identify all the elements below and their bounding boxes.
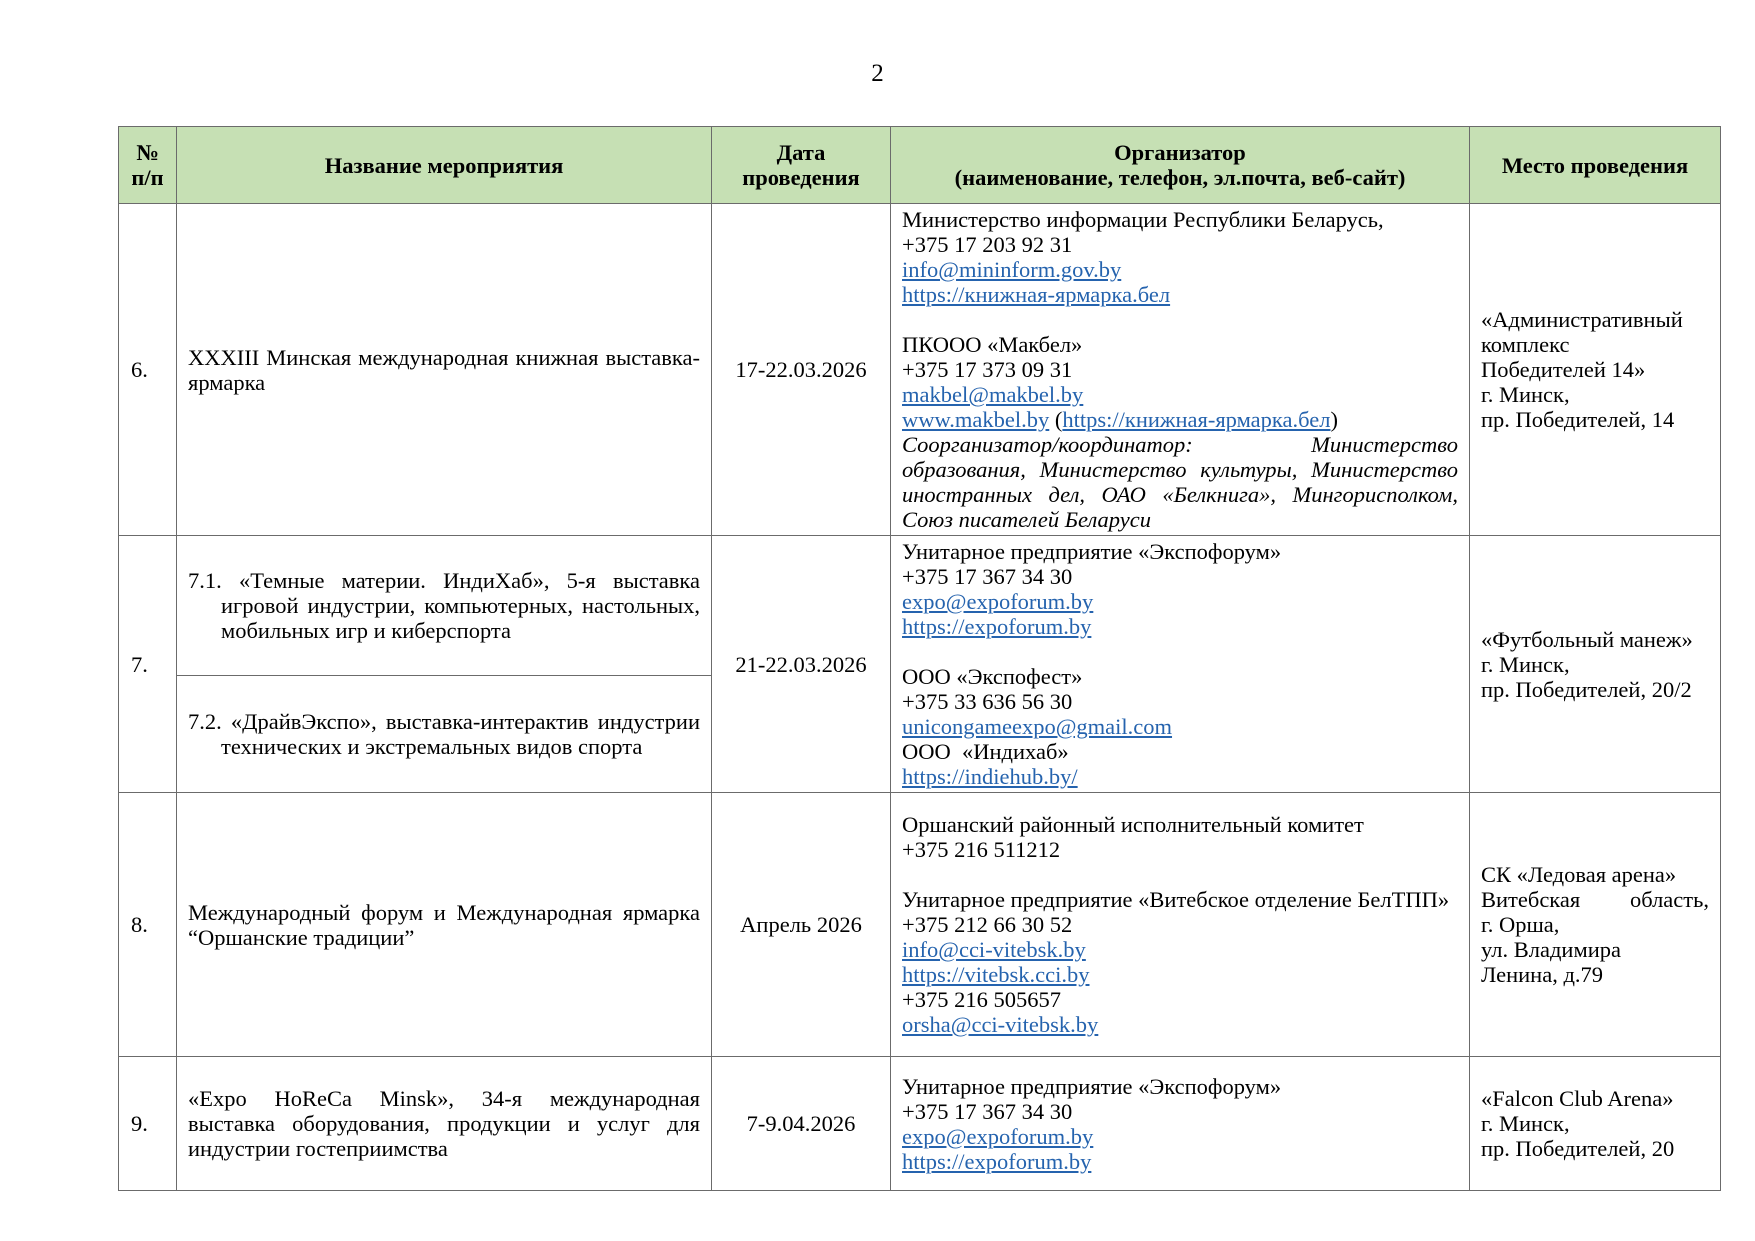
venue-cell: СК «Ледовая арена» Витебская область, г. Орша, ул. Владимира Ленина, д.79 <box>1470 793 1721 1057</box>
header-num: № п/п <box>119 127 177 204</box>
table-row <box>119 204 1721 536</box>
row-number: 8. <box>119 793 177 1057</box>
organizer-website-link[interactable]: https://indiehub.by/ <box>902 764 1078 789</box>
event-date: 7-9.04.2026 <box>712 1057 891 1191</box>
organizer-phone: +375 212 66 30 52 <box>902 912 1073 937</box>
sub-event-name: 7.1. «Темные материи. ИндиХаб», 5-я выставка игровой индустрии, компьютерных, настольных, мобильных игр и киберспорта <box>177 536 712 676</box>
organizer-cell <box>891 1057 1470 1191</box>
organizer-name: ПКООО «Макбел» <box>902 332 1083 357</box>
organizer-email-link[interactable]: expo@expoforum.by <box>902 589 1094 614</box>
organizer-email-link[interactable]: info@cci-vitebsk.by <box>902 937 1086 962</box>
organizer-name: ООО «Индихаб» <box>902 739 1069 764</box>
organizer-cell <box>891 793 1470 1057</box>
organizer-website-link[interactable]: https://expoforum.by <box>902 1148 1092 1174</box>
organizer-name: Министерство информации Республики Беларусь, <box>902 207 1384 232</box>
organizer-email-link[interactable]: expo@expoforum.by <box>902 1123 1094 1149</box>
row-number: 7. <box>119 536 177 793</box>
organizer-email-link[interactable]: orsha@cci-vitebsk.by <box>902 1012 1099 1037</box>
row-number: 6. <box>119 204 177 536</box>
row-number: 9. <box>119 1057 177 1191</box>
organizer-phone: +375 33 636 56 30 <box>902 689 1073 714</box>
organizer-website-link[interactable]: www.makbel.by <box>902 407 1050 432</box>
events-table <box>118 126 1721 1191</box>
header-name: Название мероприятия <box>177 127 712 204</box>
event-date: 21-22.03.2026 <box>712 536 891 793</box>
header-organizer: Организатор (наименование, телефон, эл.почта, веб-сайт) <box>891 127 1470 204</box>
page-number: 2 <box>871 60 884 87</box>
venue-cell: «Административный комплекс Победителей 14» г. Минск, пр. Победителей, 14 <box>1470 204 1721 536</box>
organizer-phone: +375 17 373 09 31 <box>902 357 1073 382</box>
table-header-row <box>119 127 1721 204</box>
organizer-email-link[interactable]: makbel@makbel.by <box>902 382 1084 407</box>
organizer-cell: Министерство информации Республики Беларусь, +375 17 203 92 31 info@mininform.gov.by https://книжная-ярмарка.бел ПКООО «Макбел» +375 17 373 09 31 makbel@makbel.by www.makbel.by (https://книжная-ярмарка.бел) Соорганизатор/координатор: Министерство образования, Министерство культуры, Министерство иностранных дел, ОАО «Белкнига», Мингорисполком, Союз писателей Беларуси <box>891 204 1470 536</box>
organizer-phone: +375 216 505657 <box>902 987 1061 1012</box>
table-row <box>119 1057 1721 1191</box>
organizer-website-link[interactable]: https://книжная-ярмарка.бел <box>902 282 1171 307</box>
table-row <box>119 536 1721 676</box>
event-name: «Expo HoReCa Minsk», 34-я международная выставка оборудования, продукции и услуг для индустрии гостеприимства <box>177 1057 712 1191</box>
event-date: 17-22.03.2026 <box>712 204 891 536</box>
header-place: Место проведения <box>1470 127 1721 204</box>
venue-cell: «Футбольный манеж» г. Минск, пр. Победителей, 20/2 <box>1470 536 1721 793</box>
organizer-email-link[interactable]: info@mininform.gov.by <box>902 257 1122 282</box>
venue-region: Витебская область, <box>1481 887 1709 912</box>
organizer-email-link[interactable]: unicongameexpo@gmail.com <box>902 714 1173 739</box>
header-date: Дата проведения <box>712 127 891 204</box>
table-row <box>119 793 1721 1057</box>
organizer-name: Унитарное предприятие «Витебское отделение БелТПП» <box>902 887 1450 912</box>
organizer-name: Унитарное предприятие «Экспофорум» <box>902 539 1282 564</box>
organizer-name: Унитарное предприятие «Экспофорум» <box>902 1073 1282 1099</box>
event-name: XXXIII Минская международная книжная выставка-ярмарка <box>177 204 712 536</box>
organizer-name: Оршанский районный исполнительный комитет <box>902 812 1364 837</box>
organizer-website-link[interactable]: https://expoforum.by <box>902 614 1092 639</box>
sub-event-name: 7.2. «ДрайвЭкспо», выставка-интерактив индустрии технических и экстремальных видов спорта <box>177 676 712 793</box>
organizer-phone: +375 17 367 34 30 <box>902 1098 1073 1124</box>
organizer-name: ООО «Экспофест» <box>902 664 1083 689</box>
organizer-phone: +375 216 511212 <box>902 837 1061 862</box>
organizer-phone: +375 17 203 92 31 <box>902 232 1073 257</box>
co-organizers: Соорганизатор/координатор: Министерство образования, Министерство культуры, Министерство иностранных дел, ОАО «Белкнига», Мингорисполком, Союз писателей Беларуси <box>902 432 1458 532</box>
venue-cell: «Falcon Club Arena» г. Минск, пр. Победителей, 20 <box>1470 1057 1721 1191</box>
event-name: Международный форум и Международная ярмарка “Оршанские традиции” <box>177 793 712 1057</box>
organizer-website-link[interactable]: https://книжная-ярмарка.бел <box>1062 407 1331 432</box>
event-date: Апрель 2026 <box>712 793 891 1057</box>
organizer-website-link[interactable]: https://vitebsk.cci.by <box>902 962 1090 987</box>
organizer-phone: +375 17 367 34 30 <box>902 564 1073 589</box>
organizer-cell <box>891 536 1470 793</box>
